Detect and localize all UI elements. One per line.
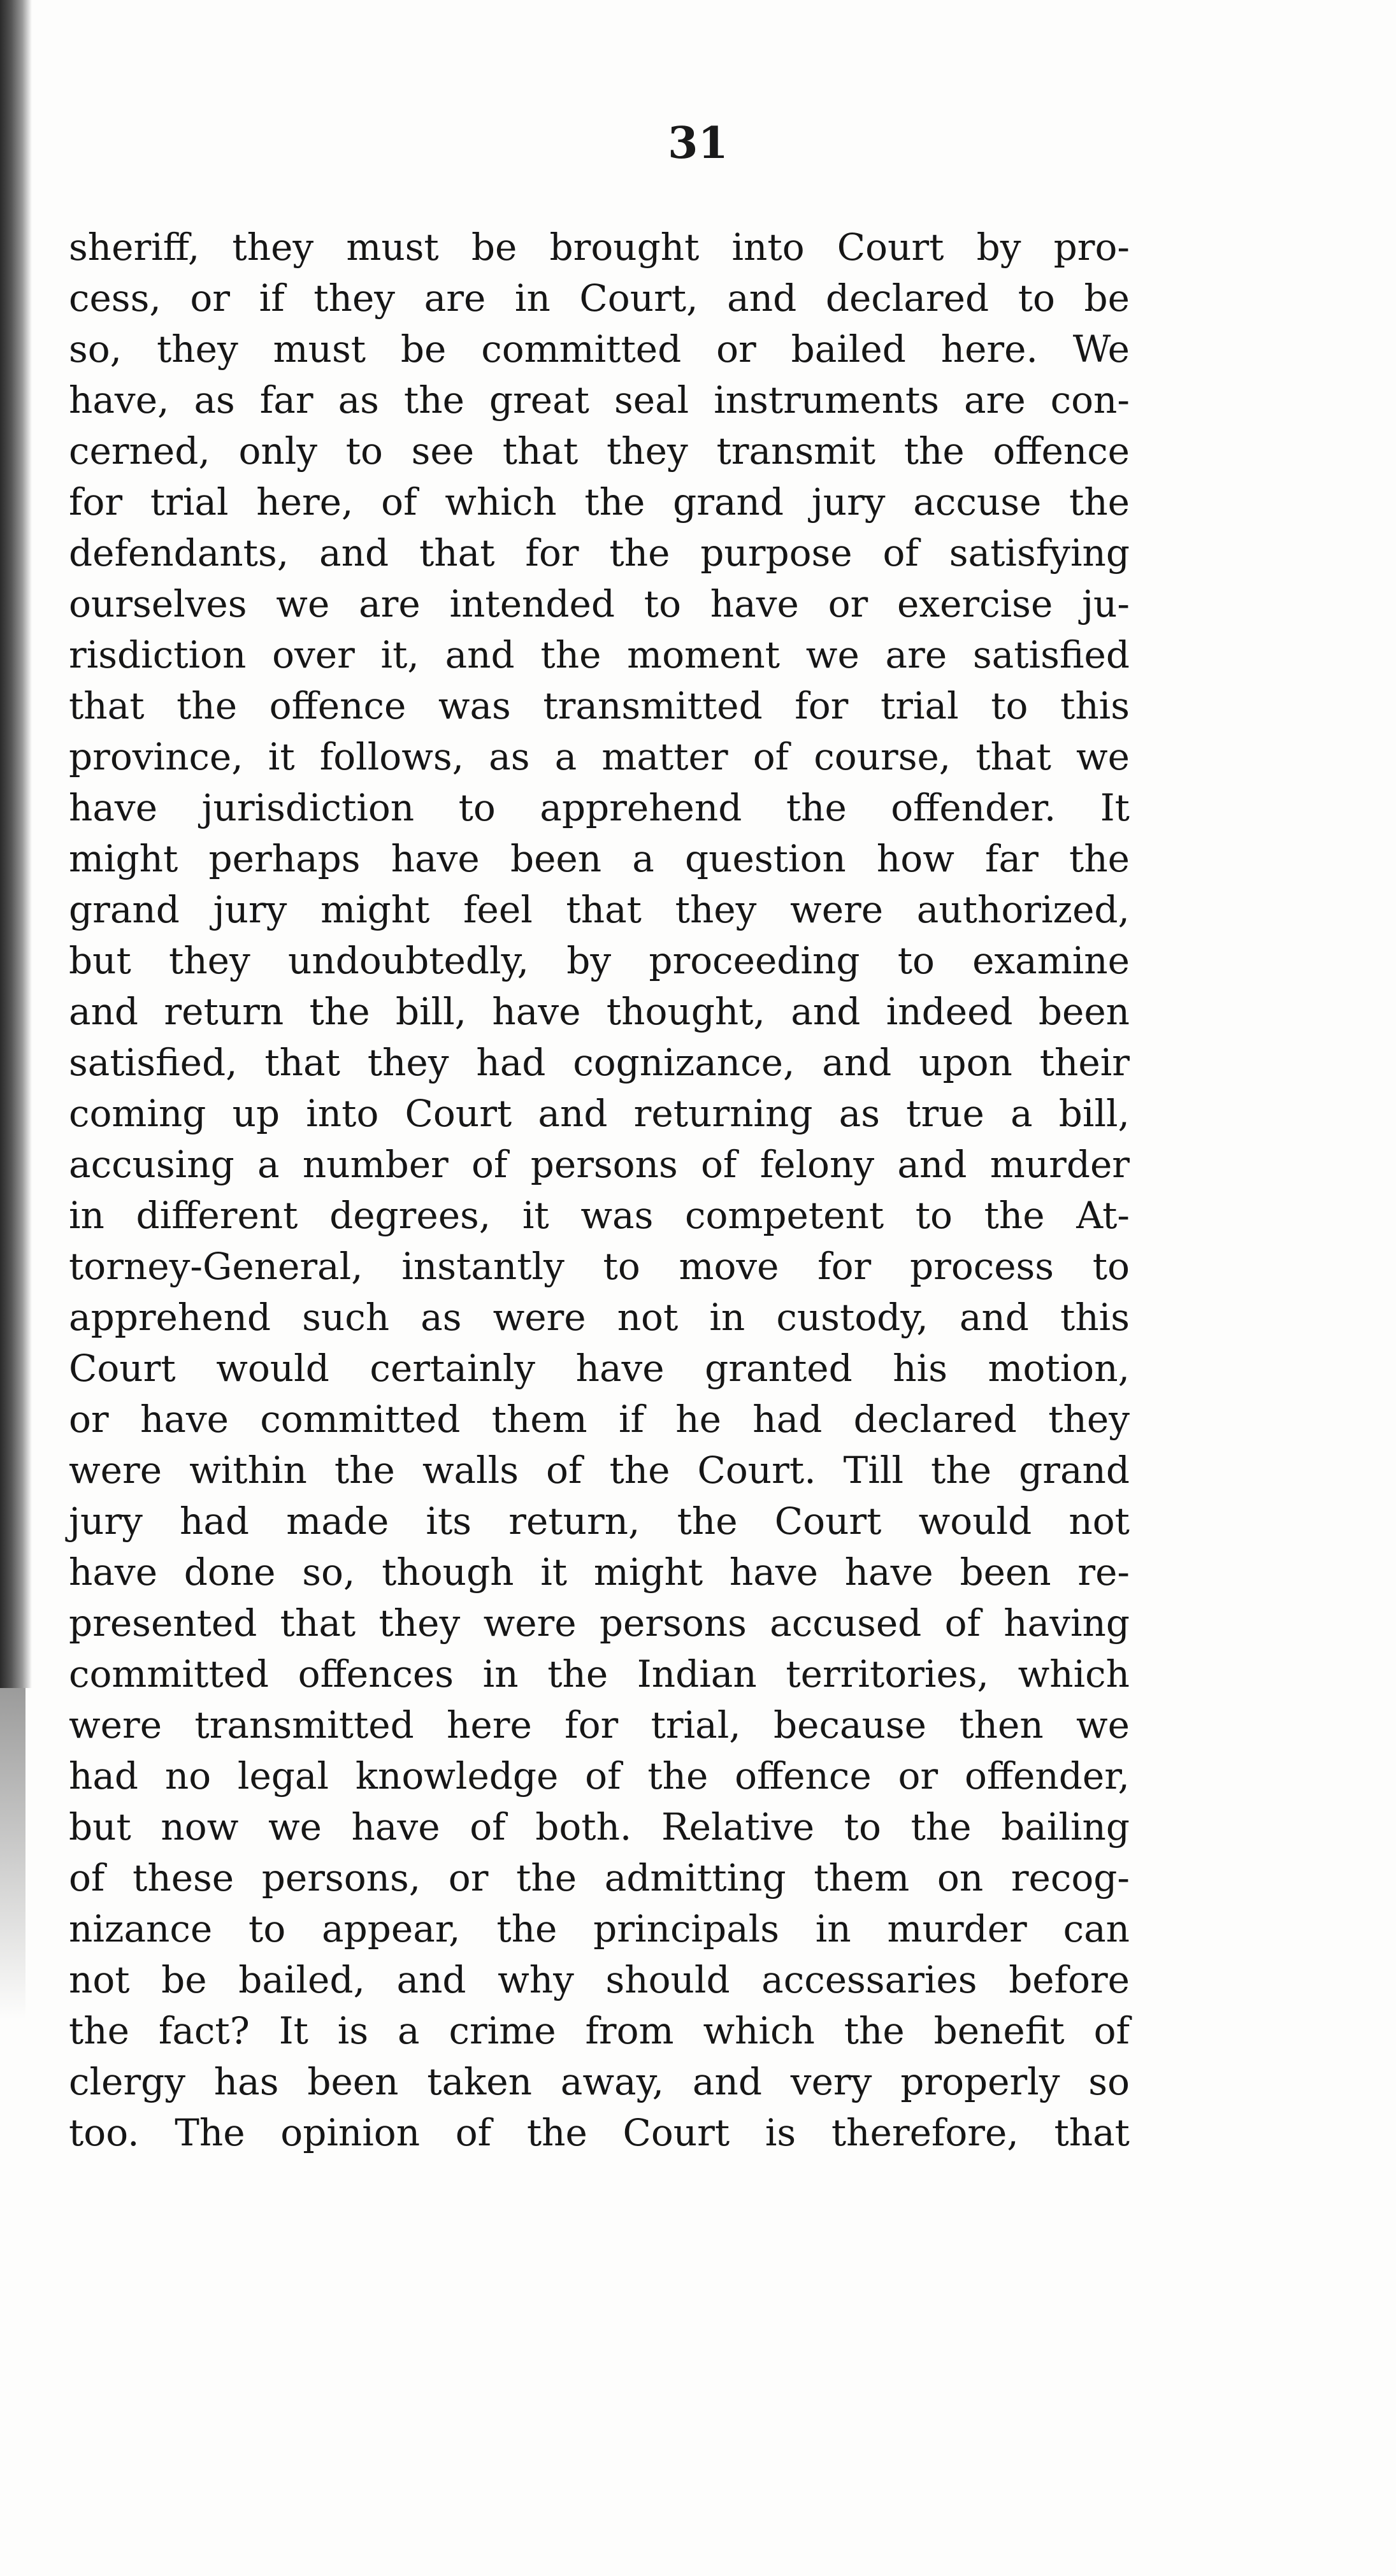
text-line: have, as far as the great seal instruments are con- bbox=[69, 378, 1130, 422]
text-line: sheriff, they must be brought into Court by pro- bbox=[69, 225, 1130, 269]
binding-shadow bbox=[0, 0, 32, 1688]
text-line: in different degrees, it was competent to the At- bbox=[69, 1194, 1130, 1237]
text-line: apprehend such as were not in custody, and this bbox=[69, 1296, 1130, 1339]
page-number: 31 bbox=[668, 118, 728, 169]
text-line: so, they must be committed or bailed here. We bbox=[69, 327, 1130, 371]
text-line: for trial here, of which the grand jury accuse the bbox=[69, 480, 1130, 524]
text-line: ourselves we are intended to have or exercise ju- bbox=[69, 582, 1130, 626]
text-line: cess, or if they are in Court, and declared to be bbox=[69, 276, 1130, 320]
text-line: coming up into Court and returning as true a bill, bbox=[69, 1092, 1130, 1135]
text-line: and return the bill, have thought, and indeed been bbox=[69, 990, 1130, 1033]
text-line: have done so, though it might have have been re- bbox=[69, 1550, 1130, 1594]
text-line: the fact? It is a crime from which the benefit of bbox=[69, 2009, 1130, 2052]
text-line: jury had made its return, the Court would not bbox=[69, 1499, 1130, 1543]
text-line: presented that they were persons accused of having bbox=[69, 1601, 1130, 1645]
text-line: have jurisdiction to apprehend the offender. It bbox=[69, 786, 1130, 829]
text-line: cerned, only to see that they transmit the offence bbox=[69, 429, 1130, 473]
text-line: risdiction over it, and the moment we are satisfied bbox=[69, 633, 1130, 676]
text-line: nizance to appear, the principals in murder can bbox=[69, 1907, 1130, 1950]
body-text bbox=[69, 222, 1130, 2158]
text-line: accusing a number of persons of felony and murder bbox=[69, 1143, 1130, 1186]
text-line: had no legal knowledge of the offence or offender, bbox=[69, 1754, 1130, 1798]
text-line: but now we have of both. Relative to the bailing bbox=[69, 1805, 1130, 1849]
text-line: but they undoubtedly, by proceeding to examine bbox=[69, 939, 1130, 982]
text-line: too. The opinion of the Court is therefore, that bbox=[69, 2111, 1130, 2154]
text-line: that the offence was transmitted for trial to this bbox=[69, 684, 1130, 727]
text-line: defendants, and that for the purpose of satisfying bbox=[69, 531, 1130, 575]
text-line: might perhaps have been a question how far the bbox=[69, 837, 1130, 880]
text-line: were transmitted here for trial, because then we bbox=[69, 1703, 1130, 1747]
text-line: clergy has been taken away, and very properly so bbox=[69, 2060, 1130, 2103]
text-line: committed offences in the Indian territories, which bbox=[69, 1652, 1130, 1696]
text-line: province, it follows, as a matter of course, that we bbox=[69, 735, 1130, 778]
text-line: Court would certainly have granted his motion, bbox=[69, 1347, 1130, 1390]
text-line: were within the walls of the Court. Till the grand bbox=[69, 1449, 1130, 1492]
text-line: of these persons, or the admitting them on recog- bbox=[69, 1856, 1130, 1900]
text-line: torney-General, instantly to move for process to bbox=[69, 1245, 1130, 1288]
text-line: grand jury might feel that they were authorized, bbox=[69, 888, 1130, 931]
binding-shadow-fade bbox=[0, 1688, 25, 2019]
text-line: satisfied, that they had cognizance, and upon their bbox=[69, 1041, 1130, 1084]
text-line: or have committed them if he had declared they bbox=[69, 1398, 1130, 1441]
text-line: not be bailed, and why should accessaries before bbox=[69, 1958, 1130, 2001]
